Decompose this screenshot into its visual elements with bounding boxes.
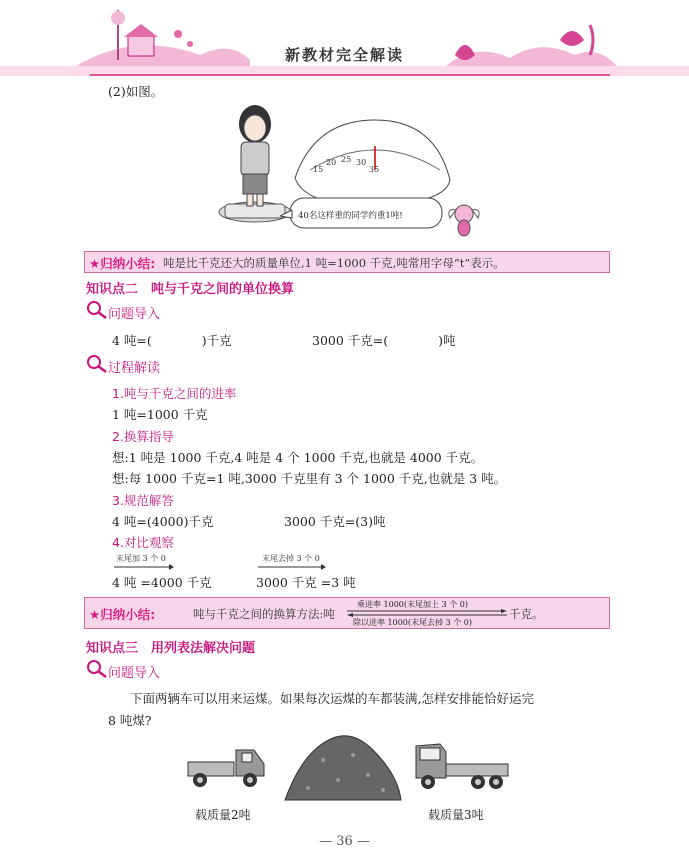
page-number: — 36 — [319,834,370,849]
kp3-title: 知识点三 用列表法解决问题 [86,641,256,656]
double-arrow-icon [347,609,507,617]
truck2-label: 载质量3吨 [428,808,484,822]
kp2-step1-title: 1.吨与千克之间的进率 [112,386,237,401]
kp2-step4-title: 4.对比观察 [112,535,174,550]
kp2-question-heading: 问题导入 [108,307,161,322]
scale-tick: 25 [341,155,352,164]
kp3-question-line2: 8 吨煤? [108,713,152,728]
coal-pile-illustration [283,730,403,802]
cartoon-fairy-icon [446,200,482,240]
intro-line: (2)如图。 [108,84,164,99]
summary2-arrow-bottom: 除以进率 1000(末尾去掉 3 个 0) [353,618,472,627]
summary2-end: 千克。 [509,607,544,621]
obs-b-equation: 3000 千克 =3 吨 [256,575,356,590]
scale-tick: 15 [313,165,324,174]
kp2-step3-title: 3.规范解答 [112,493,174,508]
summary-text: 吨是比千克还大的质量单位,1 吨=1000 千克,吨常用字母“t”表示。 [163,256,505,270]
kp2-question-a: 4 吨=( )千克 [112,333,232,348]
arrow-icon [114,563,174,571]
scale-tick: 35 [369,165,380,174]
header-banner [0,0,689,78]
kp2-step2-text1: 想:1 吨是 1000 千克,4 吨是 4 个 1000 千克,也就是 4000 千克。 [112,450,484,465]
kp2-question-b: 3000 千克=( )吨 [312,333,456,348]
magnifier-icon [86,354,108,374]
summary-label: ★归纳小结: [89,256,156,271]
kp2-process-heading: 过程解读 [108,361,161,376]
small-truck-illustration [186,740,270,790]
kp2-step3-b: 3000 千克=(3)吨 [284,514,386,529]
summary2-text: 吨与千克之间的换算方法:吨 [193,607,335,621]
kp2-step2-text2: 想:每 1000 千克=1 吨,3000 千克里有 3 个 1000 千克,也就是 3 吨。 [112,471,507,486]
large-truck-illustration [412,738,512,792]
speech-text: 40名这样重的同学约重1吨! [298,211,403,221]
kp3-question-heading: 问题导入 [108,666,161,681]
truck1-label: 载质量2吨 [195,808,251,822]
kp3-question-line1: 下面两辆车可以用来运煤。如果每次运煤的车都装满,怎样安排能恰好运完 [130,691,534,706]
obs-a-note: 末尾加 3 个 0 [116,554,166,563]
kp2-title: 知识点二 吨与千克之间的单位换算 [86,282,295,297]
summary2-arrow-top: 乘进率 1000(末尾加上 3 个 0) [357,600,468,609]
kp2-step3-a: 4 吨=(4000)千克 [112,514,214,529]
kp2-step2-title: 2.换算指导 [112,429,174,444]
arrow-icon [258,563,326,571]
obs-a-equation: 4 吨 =4000 千克 [112,575,212,590]
page-header-title: 新教材完全解读 [284,46,404,64]
scale-tick: 30 [356,158,367,167]
scale-tick: 20 [326,158,337,167]
summary-box-1 [84,251,610,273]
magnifier-icon [86,300,108,320]
magnifier-icon [86,659,108,679]
summary-label: ★归纳小结: [89,607,156,622]
kp2-step1-text: 1 吨=1000 千克 [112,407,208,422]
header-rule [90,74,610,76]
summary-box-2 [84,597,610,629]
obs-b-note: 末尾去掉 3 个 0 [262,554,320,563]
